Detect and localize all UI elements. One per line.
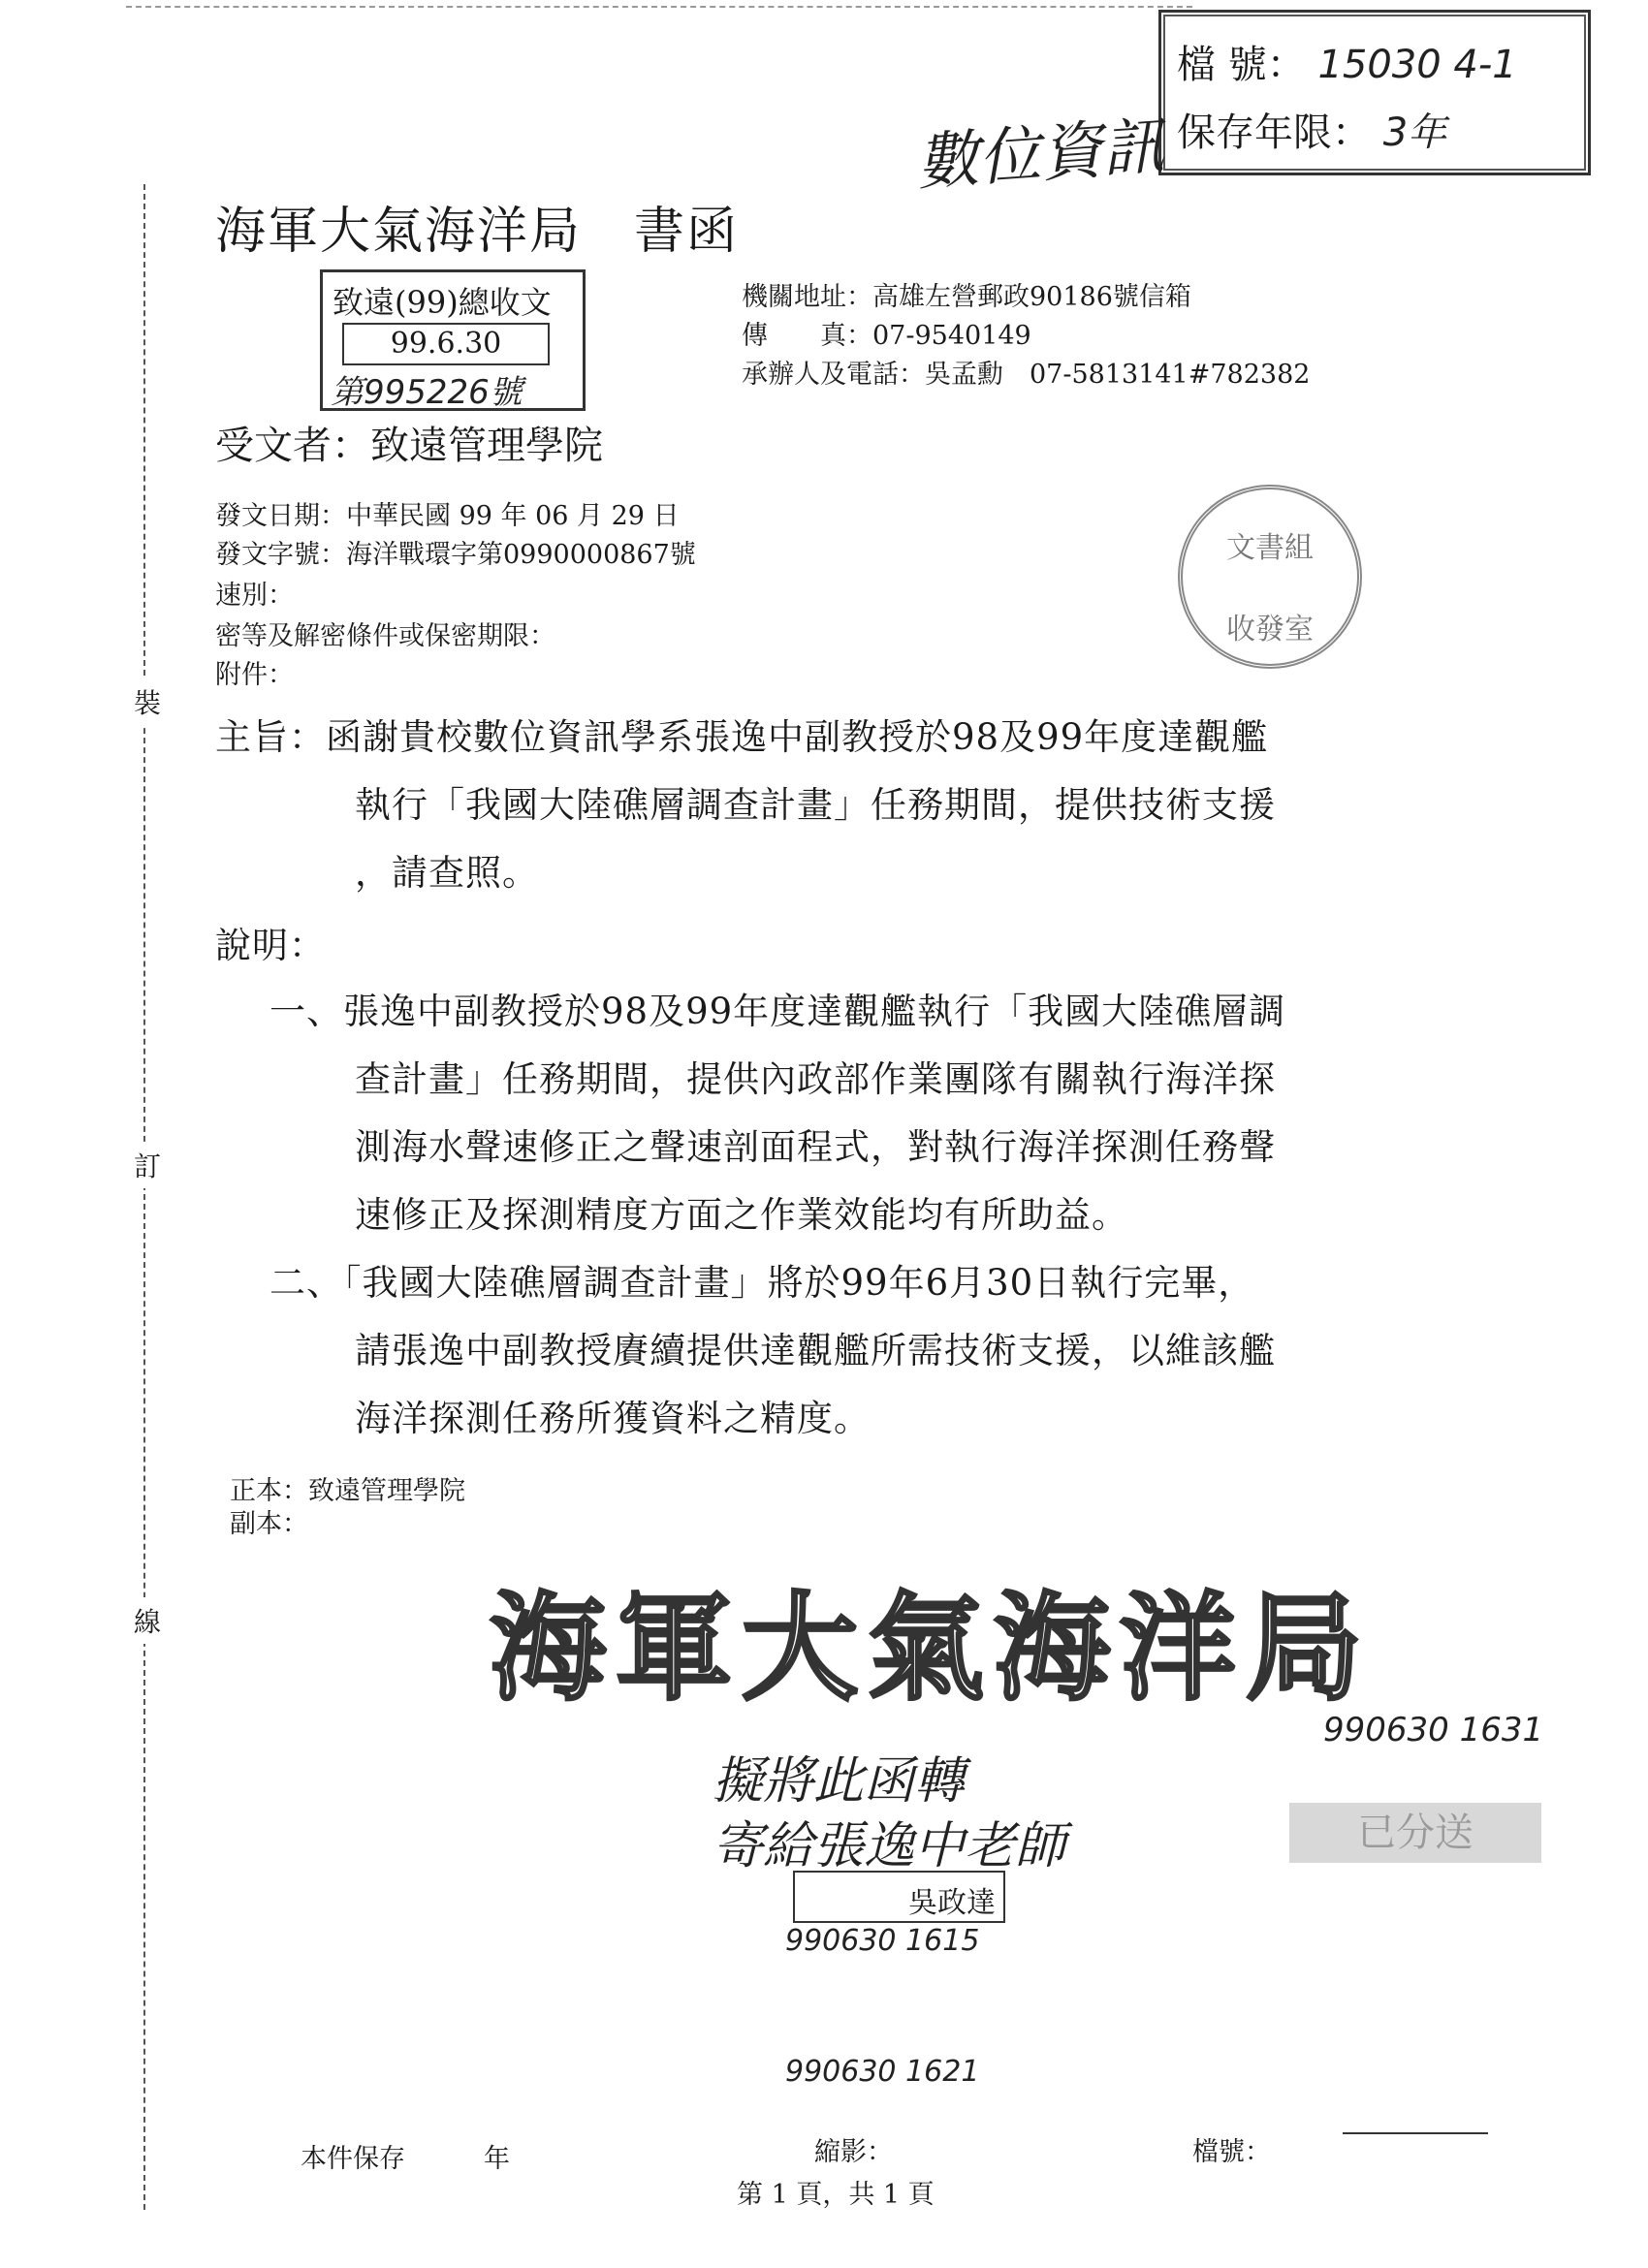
officer-name-stamp [793,1871,1005,1923]
attachments: 附件： [215,660,294,690]
mailroom-round-stamp [1178,485,1362,669]
explanation-1-line-3: 測海水聲速修正之聲速剖面程式，對執行海洋探測任務聲 [355,1126,1276,1168]
footer-retention: 本件保存 年 [301,2144,510,2174]
handwritten-note-line-1: 擬將此函轉 [713,1752,966,1811]
binding-char-1: 裝 [134,678,161,725]
archive-box [1158,10,1591,175]
annotation-date-1621: 990630 1621 [785,2055,980,2089]
annotation-date-1615: 990630 1615 [785,1924,980,1958]
explanation-1-line-4: 速修正及探測精度方面之作業效能均有所助益。 [355,1194,1128,1236]
explanation-1-line-1: 一、張逸中副教授於98及99年度達觀艦執行「我國大陸礁層調 [269,991,1286,1032]
round-stamp-bottom: 收發室 [1226,613,1314,646]
agency-address: 機關地址：高雄左營郵政90186號信箱 [742,282,1191,312]
received-stamp [320,269,586,411]
explanation-2-line-3: 海洋探測任務所獲資料之精度。 [355,1398,871,1439]
agency-contact: 承辦人及電話：吳孟勳 07-5813141#782382 [742,360,1311,390]
binding-char-2: 訂 [134,1142,161,1188]
retention-value: 3年 [1382,110,1447,155]
handwritten-dept-note: 數位資訊 [914,110,1167,200]
secrecy-level: 密等及解密條件或保密期限： [215,621,555,651]
annotation-date-1631: 990630 1631 [1323,1711,1544,1749]
agency-seal-text: 海軍大氣海洋局 [490,1580,1372,1717]
delivery-speed: 速別： [215,581,294,611]
footer-page-number: 第 1 頁，共 1 頁 [737,2180,935,2210]
recipient: 受文者：致遠管理學院 [215,424,603,468]
binding-char-3: 線 [134,1597,161,1644]
subject-line-2: 執行「我國大陸礁層調查計畫」任務期間，提供技術支援 [355,784,1276,826]
officer-name: 吳政達 [908,1886,996,1920]
letter-title: 海軍大氣海洋局 書函 [215,203,740,261]
distributed-grey-stamp: 已分送 [1289,1803,1541,1863]
top-dashed-rule [126,6,1192,8]
copies-original: 正本：致遠管理學院 [230,1476,465,1506]
explanation-1-line-2: 查計畫」任務期間，提供內政部作業團隊有關執行海洋探 [355,1058,1276,1100]
file-number-label: 檔 號： [1177,43,1306,87]
binding-margin-line [143,184,145,2210]
footer-file-number: 檔號： [1192,2137,1271,2167]
retention-row [1177,102,1446,157]
issue-date: 發文日期：中華民國 99 年 06 月 29 日 [215,501,680,531]
copies-duplicate: 副本： [230,1509,308,1539]
file-number-row [1177,34,1517,89]
subject-line-3: ，請查照。 [355,852,539,894]
footer-file-number-blank [1343,2132,1488,2134]
retention-label: 保存年限： [1177,110,1371,155]
explanation-2-line-2: 請張逸中副教授賡續提供達觀艦所需技術支援，以維該艦 [355,1330,1276,1371]
round-stamp-middle [1183,566,1357,605]
footer-microfilm: 縮影： [814,2137,893,2167]
received-stamp-date: 99.6.30 [342,323,550,365]
received-stamp-office: 致遠(99)總收文 [333,284,552,321]
file-number-value: 15030 4-1 [1317,43,1517,87]
handwritten-note-line-2: 寄給張逸中老師 [713,1817,1066,1875]
received-stamp-number: 第995226號 [331,373,523,412]
agency-fax: 傳 真：07-9540149 [742,321,1031,351]
explanation-label: 說明： [215,925,326,966]
round-stamp-top: 文書組 [1226,531,1314,565]
explanation-2-line-1: 二、「我國大陸礁層調查計畫」將於99年6月30日執行完畢， [269,1262,1255,1304]
subject-line-1: 主旨：函謝貴校數位資訊學系張逸中副教授於98及99年度達觀艦 [215,716,1269,758]
issue-reference: 發文字號：海洋戰環字第0990000867號 [215,540,696,570]
